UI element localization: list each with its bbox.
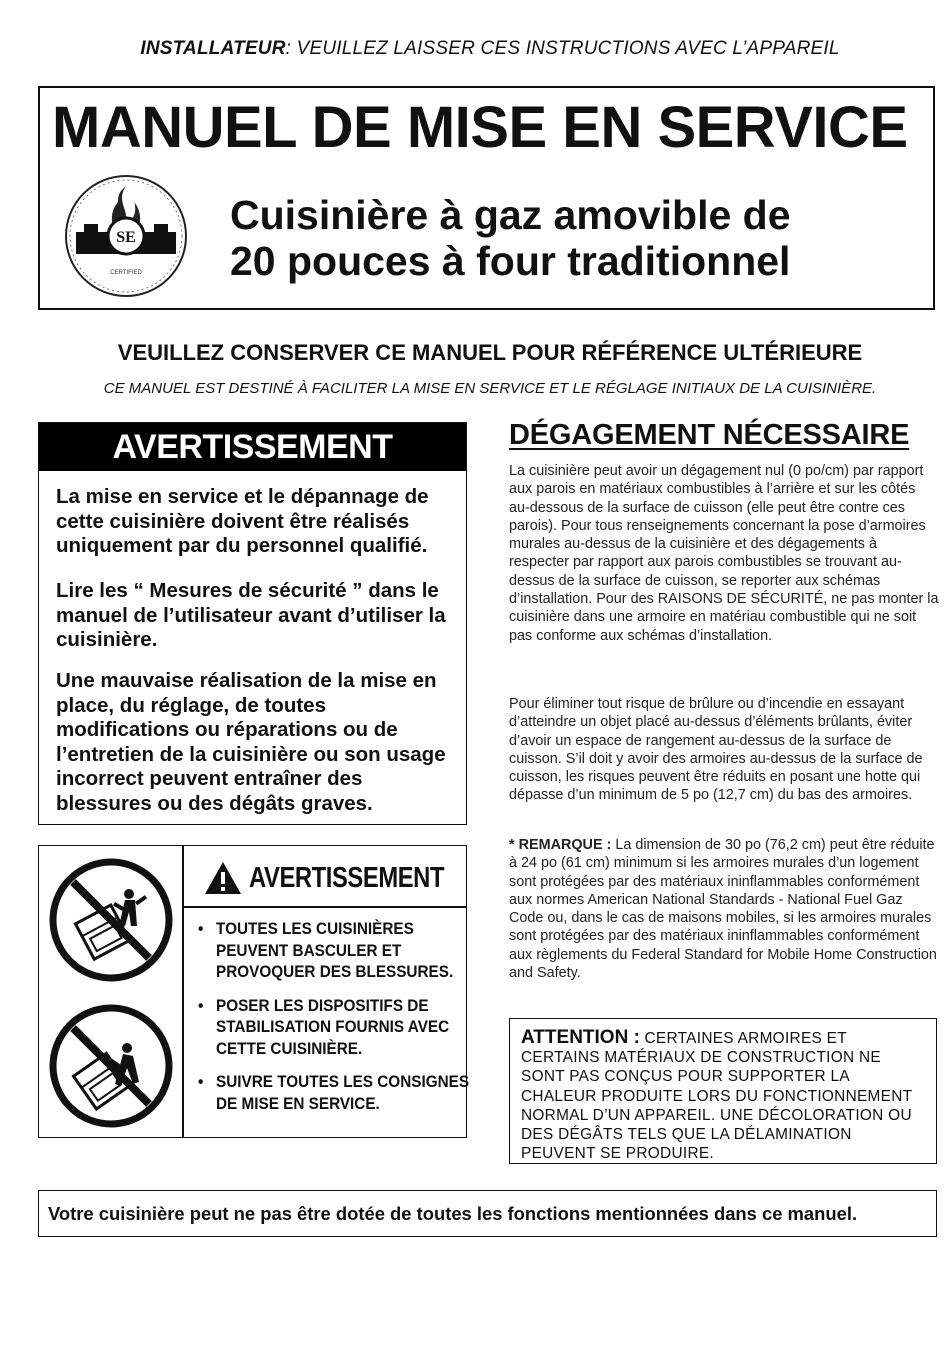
seal-label: CERTIFIED xyxy=(110,270,142,276)
manual-purpose-notice: CE MANUEL EST DESTINÉ À FACILITER LA MISE EN SERVICE ET LE RÉGLAGE INITIAUX DE LA CUISINIÈRE. xyxy=(103,380,877,397)
warning-heading: AVERTISSEMENT xyxy=(39,423,466,471)
attention-box xyxy=(509,1018,937,1164)
divider xyxy=(182,846,184,1137)
subtitle-line-2: 20 pouces à four traditionnel xyxy=(230,238,791,284)
warning-paragraph-3: Une mauvaise réalisation de la mise en place, du réglage, de toutes modifications ou réparations ou de l’entretien de la cuisinière ou son usage incorrect peuvent entraîner des blessures ou des dégâts graves. xyxy=(56,669,446,815)
divider xyxy=(183,906,466,908)
main-title: MANUEL DE MISE EN SERVICE xyxy=(52,95,908,160)
remark-label: * REMARQUE : xyxy=(509,837,612,853)
no-tipping-person-icon xyxy=(47,998,175,1134)
installer-notice xyxy=(0,38,950,60)
list-item: • TOUTES LES CUISINIÈRES PEUVENT BASCULER ET PROVOQUER DES BLESSURES. xyxy=(189,918,486,983)
warning-triangle-icon xyxy=(203,860,243,896)
installer-label: INSTALLATEUR xyxy=(140,38,286,59)
title-box xyxy=(38,86,935,310)
no-tipping-range-icon xyxy=(47,852,175,988)
remark-text: La dimension de 30 po (76,2 cm) peut être réduite à 24 po (61 cm) minimum si les armoires murales d’un logement sont protégées par des matériaux ininflammables conformément aux normes American National Standards - National Fuel Gaz Code ou, dans le cas de maisons mobiles, si les armoires murales sont protégées par des matériaux ininflammables conformément aux règlements du Federal Standard for Mobile Home Construction and Safety. xyxy=(509,837,937,982)
footer-notice: Votre cuisinière peut ne pas être dotée de toutes les fonctions mentionnées dans ce manuel. xyxy=(38,1190,937,1237)
warning-box xyxy=(38,422,467,825)
tip-warning-list xyxy=(189,918,469,1126)
clearance-remark xyxy=(509,836,939,982)
list-item: • POSER LES DISPOSITIFS DE STABILISATION FOURNIS AVEC CETTE CUISINIÈRE. xyxy=(189,995,486,1060)
attention-text: CERTAINES ARMOIRES ET CERTAINS MATÉRIAUX DE CONSTRUCTION NE SONT PAS CONÇUS POUR SUPPORTER LA CHALEUR PRODUITE LORS DU FONCTIONNEMENT NORMAL D’UN APPAREIL. UNE DÉCOLORATION OU DES DÉGÂTS TELS QUE LA DÉLAMINATION PEUVENT SE PRODUIRE. xyxy=(521,1030,913,1163)
subtitle-line-1: Cuisinière à gaz amovible de xyxy=(230,192,791,238)
list-item: • SUIVRE TOUTES LES CONSIGNES DE MISE EN SERVICE. xyxy=(189,1071,486,1114)
tip-warning-heading: AVERTISSEMENT xyxy=(249,862,445,894)
seal-initials: SE xyxy=(116,229,136,246)
warning-paragraph-1: La mise en service et le dépannage de cette cuisinière doivent être réalisés uniquement par du personnel qualifié. xyxy=(56,485,429,557)
tip-over-warning-box xyxy=(38,845,470,1138)
attention-label: ATTENTION : xyxy=(521,1027,640,1048)
warning-paragraph-2: Lire les “ Mesures de sécurité ” dans le manuel de l’utilisateur avant d’utiliser la cuisinière. xyxy=(56,579,446,651)
clearance-paragraph-2: Pour éliminer tout risque de brûlure ou d’incendie en essayant d’atteindre un objet placé au-dessus d’éléments brûlants, éviter d’avoir un espace de rangement au-dessus de la surface de cuisson. S’il doit y avoir des armoires au-dessus de la surface de cuisson, les risques peuvent être réduits en posant une hotte qui dépasse d’un minimum de 5 po (12,7 cm) du bas des armoires. xyxy=(509,696,923,804)
certification-seal-icon xyxy=(62,172,190,300)
clearance-heading: DÉGAGEMENT NÉCESSAIRE xyxy=(509,419,910,451)
installer-text: : VEUILLEZ LAISSER CES INSTRUCTIONS AVEC L’APPAREIL xyxy=(285,38,840,59)
clearance-paragraph-1: La cuisinière peut avoir un dégagement nul (0 po/cm) par rapport aux parois en matériaux combustibles à l’arrière et sur les côtés au-dessous de la surface de cuisson (elle peut être contre ces parois). Pour tous renseignements concernant la pose d’armoires murales au-dessus de la cuisinière et des dégagements à respecter par rapport aux parois combustibles se trouvant au-dessus de la surface de cuisson, se reporter aux schémas d’installation. Pour des RAISONS DE SÉCURITÉ, ne pas monter la cuisinière dans une armoire en matériau combustible qui ne soit pas conforme aux schémas d’installation. xyxy=(509,463,939,644)
keep-manual-notice: VEUILLEZ CONSERVER CE MANUEL POUR RÉFÉRENCE ULTÉRIEURE xyxy=(117,340,863,365)
